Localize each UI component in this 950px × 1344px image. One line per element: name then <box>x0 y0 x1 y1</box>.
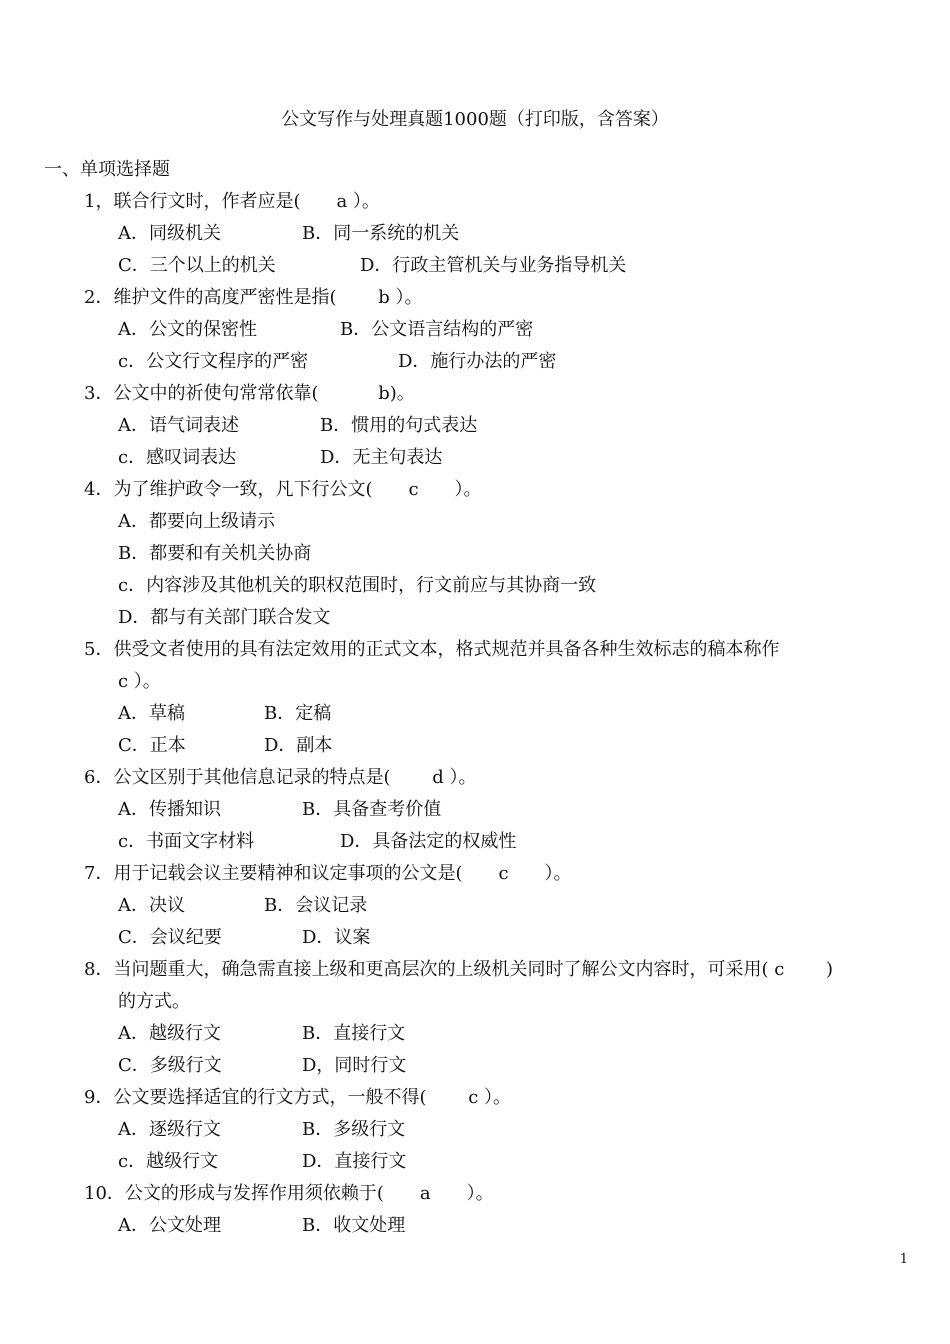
option: A．语气词表述 <box>118 415 239 436</box>
section-heading: 一、单项选择题 <box>44 159 170 180</box>
option: D．具备法定的权威性 <box>340 831 517 852</box>
option: A．草稿 <box>118 703 185 724</box>
question-stem: 2．维护文件的高度严密性是指( b ）。 <box>84 287 423 308</box>
option: A．逐级行文 <box>118 1119 221 1140</box>
option: C．正本 <box>118 735 186 756</box>
option: D．议案 <box>302 927 371 948</box>
option: D．施行办法的严密 <box>398 351 557 372</box>
option: B．惯用的句式表达 <box>320 415 478 436</box>
question-stem-continuation: c ）。 <box>118 671 161 692</box>
option: A．同级机关 <box>118 223 221 244</box>
option: A．越级行文 <box>118 1023 221 1044</box>
question-stem: 4．为了维护政令一致，凡下行公文( c ）。 <box>84 479 482 500</box>
option: B．都要和有关机关协商 <box>118 543 312 564</box>
option: c．越级行文 <box>118 1151 219 1172</box>
option: c．内容涉及其他机关的职权范围时，行文前应与其协商一致 <box>118 575 597 596</box>
option: A．公文的保密性 <box>118 319 257 340</box>
option: C．三个以上的机关 <box>118 255 276 276</box>
option: A．决议 <box>118 895 185 916</box>
question-stem: 9．公文要选择适宜的行文方式，一般不得( c ）。 <box>84 1087 511 1108</box>
option: D．副本 <box>264 735 333 756</box>
option: B．多级行文 <box>302 1119 406 1140</box>
question-stem: 1，联合行文时，作者应是( a ）。 <box>84 191 380 212</box>
question-stem: 6．公文区别于其他信息记录的特点是( d ）。 <box>84 767 477 788</box>
option: c．公文行文程序的严密 <box>118 351 309 372</box>
option: A．传播知识 <box>118 799 221 820</box>
question-stem: 3．公文中的祈使句常常依靠( b)。 <box>84 383 415 404</box>
question-stem-continuation: 的方式。 <box>118 991 190 1012</box>
option: A．公文处理 <box>118 1215 221 1236</box>
option: C．多级行文 <box>118 1055 222 1076</box>
page-number: 1 <box>899 1252 908 1267</box>
option: c．感叹词表达 <box>118 447 237 468</box>
document-title: 公文写作与处理真题1000题（打印版，含答案） <box>281 109 669 130</box>
question-stem: 8．当问题重大，确急需直接上级和更高层次的上级机关同时了解公文内容时，可采用( c ) <box>84 959 834 980</box>
question-stem: 5．供受文者使用的具有法定效用的正式文本，格式规范并具备各种生效标志的稿本称作 <box>84 639 780 660</box>
option: B．直接行文 <box>302 1023 406 1044</box>
option: B．具备查考价值 <box>302 799 442 820</box>
option: B．会议记录 <box>264 895 368 916</box>
question-stem: 7．用于记载会议主要精神和议定事项的公文是( c ）。 <box>84 863 572 884</box>
option: B．定稿 <box>264 703 332 724</box>
option: A．都要向上级请示 <box>118 511 275 532</box>
option: B．同一系统的机关 <box>302 223 460 244</box>
option: c．书面文字材料 <box>118 831 255 852</box>
option: D，同时行文 <box>302 1055 407 1076</box>
option: B．公文语言结构的严密 <box>340 319 534 340</box>
option: B．收文处理 <box>302 1215 406 1236</box>
option: D．直接行文 <box>302 1151 407 1172</box>
option: D．都与有关部门联合发文 <box>118 607 331 628</box>
question-stem: 10．公文的形成与发挥作用须依赖于( a ）。 <box>84 1183 494 1204</box>
option: C．会议纪要 <box>118 927 222 948</box>
option: D．行政主管机关与业务指导机关 <box>360 255 627 276</box>
option: D．无主句表达 <box>320 447 443 468</box>
